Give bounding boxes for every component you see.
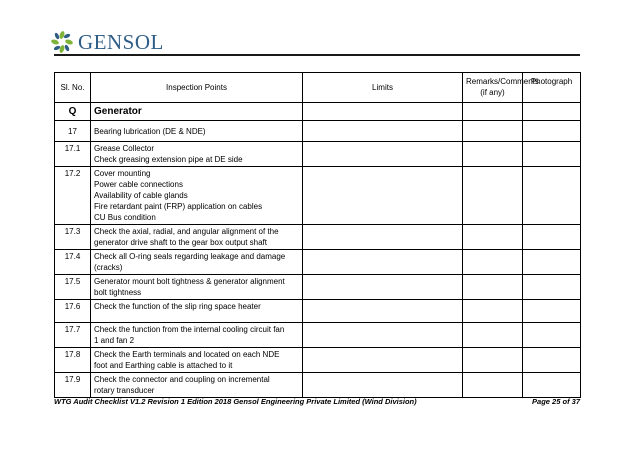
row-inspection-point <box>91 348 303 373</box>
footer-document-title: WTG Audit Checklist V1.2 Revision 1 Edition 2018 Gensol Engineering Private Limited (Wind Division) <box>54 397 417 406</box>
inspection-line: bolt tightness <box>94 288 142 297</box>
inspection-line: CU Bus condition <box>94 213 156 222</box>
inspection-line: Fire retardant paint (FRP) application on cables <box>94 202 263 211</box>
header-inspection-points: Inspection Points <box>91 73 303 103</box>
row-sl: 17.8 <box>55 348 91 373</box>
photograph-cell[interactable] <box>523 121 581 142</box>
row-sl: 17.2 <box>55 167 91 225</box>
limits-cell[interactable] <box>303 225 463 250</box>
limits-cell[interactable] <box>303 348 463 373</box>
remarks-cell[interactable] <box>463 275 523 300</box>
inspection-line: Check the function of the slip ring space heater <box>94 302 261 311</box>
inspection-line: rotary transducer <box>94 386 155 395</box>
inspection-line: foot and Earthing cable is attached to it <box>94 361 233 370</box>
inspection-line: Check the Earth terminals and located on each NDE <box>94 350 280 359</box>
section-title: Generator <box>91 103 303 121</box>
row-sl: 17.4 <box>55 250 91 275</box>
row-inspection-point <box>91 300 303 323</box>
table-row <box>55 142 581 167</box>
inspection-line: Check the function from the internal cooling circuit fan <box>94 325 285 334</box>
photograph-cell[interactable] <box>523 250 581 275</box>
inspection-table <box>54 72 581 398</box>
inspection-line: generator drive shaft to the gear box output shaft <box>94 238 267 247</box>
limits-cell[interactable] <box>303 373 463 398</box>
table-row <box>55 250 581 275</box>
photograph-cell[interactable] <box>523 323 581 348</box>
table-row <box>55 275 581 300</box>
header-remarks-line1: Remarks/Comments <box>466 77 539 86</box>
row-inspection-point <box>91 142 303 167</box>
row-inspection-point <box>91 323 303 348</box>
page-footer <box>54 397 580 406</box>
limits-cell[interactable] <box>303 142 463 167</box>
row-inspection-point <box>91 167 303 225</box>
photograph-cell[interactable] <box>523 348 581 373</box>
row-inspection-point <box>91 121 303 142</box>
inspection-line: (cracks) <box>94 263 123 272</box>
remarks-cell[interactable] <box>463 225 523 250</box>
row-inspection-point <box>91 275 303 300</box>
inspection-line: Availability of cable glands <box>94 191 188 200</box>
inspection-line: Grease Collector <box>94 144 155 153</box>
header-limits: Limits <box>303 73 463 103</box>
inspection-line: Check the connector and coupling on incremental <box>94 375 270 384</box>
row-inspection-point <box>91 373 303 398</box>
inspection-line: Bearing lubrication (DE & NDE) <box>94 126 206 136</box>
header-rule <box>54 54 580 56</box>
table-row <box>55 167 581 225</box>
row-sl: 17 <box>55 121 91 142</box>
table-row <box>55 348 581 373</box>
table-row <box>55 323 581 348</box>
inspection-line: Generator mount bolt tightness & generator alignment <box>94 277 285 286</box>
remarks-cell[interactable] <box>463 373 523 398</box>
remarks-cell[interactable] <box>463 348 523 373</box>
row-sl: 17.1 <box>55 142 91 167</box>
limits-cell[interactable] <box>303 300 463 323</box>
table-row <box>55 300 581 323</box>
limits-cell[interactable] <box>303 121 463 142</box>
photograph-cell[interactable] <box>523 225 581 250</box>
header-remarks-line2: (if any) <box>480 88 505 97</box>
limits-cell[interactable] <box>303 275 463 300</box>
section-photo-cell <box>523 103 581 121</box>
row-sl: 17.6 <box>55 300 91 323</box>
section-remarks-cell <box>463 103 523 121</box>
photograph-cell[interactable] <box>523 373 581 398</box>
inspection-line: 1 and fan 2 <box>94 336 135 345</box>
inspection-line: Cover mounting <box>94 169 151 178</box>
logo-wordmark: GENSOL <box>78 29 164 54</box>
photograph-cell[interactable] <box>523 167 581 225</box>
inspection-line: Power cable connections <box>94 180 183 189</box>
table-row <box>55 373 581 398</box>
header-remarks <box>463 73 539 103</box>
table-row <box>55 121 581 142</box>
gensol-logo-icon <box>50 30 74 54</box>
inspection-line: Check greasing extension pipe at DE side <box>94 155 243 164</box>
inspection-line: Check the axial, radial, and angular alignment of the <box>94 227 279 236</box>
gensol-logo <box>50 29 164 55</box>
row-inspection-point <box>91 250 303 275</box>
photograph-cell[interactable] <box>523 300 581 323</box>
row-sl: 17.9 <box>55 373 91 398</box>
table-header-row <box>55 73 581 103</box>
footer-page-number: Page 25 of 37 <box>532 397 580 406</box>
row-sl: 17.5 <box>55 275 91 300</box>
remarks-cell[interactable] <box>463 250 523 275</box>
table-row <box>55 225 581 250</box>
section-code: Q <box>55 103 91 121</box>
row-sl: 17.7 <box>55 323 91 348</box>
remarks-cell[interactable] <box>463 142 523 167</box>
remarks-cell[interactable] <box>463 323 523 348</box>
remarks-cell[interactable] <box>463 300 523 323</box>
inspection-line: Check all O-ring seals regarding leakage and damage <box>94 252 286 261</box>
limits-cell[interactable] <box>303 250 463 275</box>
section-limits-cell <box>303 103 463 121</box>
remarks-cell[interactable] <box>463 121 523 142</box>
remarks-cell[interactable] <box>463 167 523 225</box>
row-inspection-point <box>91 225 303 250</box>
photograph-cell[interactable] <box>523 142 581 167</box>
limits-cell[interactable] <box>303 167 463 225</box>
section-row-generator <box>55 103 581 121</box>
header-photograph: Photograph <box>523 73 581 103</box>
photograph-cell[interactable] <box>523 275 581 300</box>
header-sl-no: Sl. No. <box>55 73 91 103</box>
row-sl: 17.3 <box>55 225 91 250</box>
limits-cell[interactable] <box>303 323 463 348</box>
